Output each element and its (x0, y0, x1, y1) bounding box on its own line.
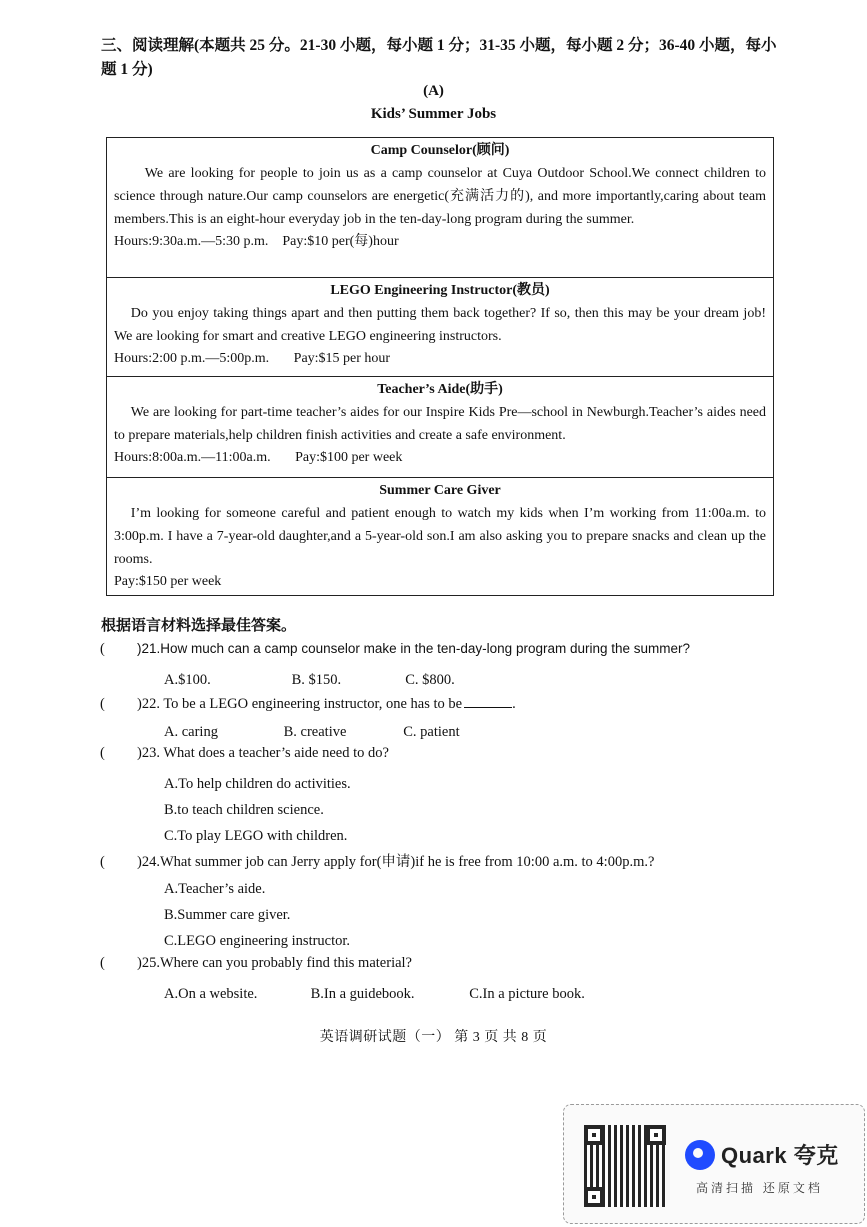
job-description: I’m looking for someone careful and patient enough to watch my kids when I’m working from 11:00a.m. to 3:00p.m. I have a 7-year-old daughter,and a 5-year-old son.I am also asking you to prepare snacks and clean up the rooms. (114, 506, 766, 567)
job-hours-pay: Hours:9:30a.m.—5:30 p.m. Pay:$10 per(每)hour (114, 234, 399, 249)
question-stem: )24.What summer job can Jerry apply for(申请)if he is free from 10:00 a.m. to 4:00p.m.? (137, 854, 655, 870)
answer-blank[interactable] (464, 693, 512, 708)
passage-title: Kids’ Summer Jobs (370, 106, 497, 122)
jobs-table (106, 137, 774, 596)
option-a[interactable]: A.Teacher’s aide. (164, 881, 266, 897)
question-24 (100, 850, 654, 954)
question-stem: )25.Where can you probably find this material? (137, 955, 412, 971)
option-list (100, 667, 690, 693)
question-stem: )21.How much can a camp counselor make in the ten-day-long program during the summer? (137, 641, 691, 656)
option-b[interactable]: B. creative (283, 724, 347, 740)
job-description: We are looking for part-time teacher’s aides for our Inspire Kids Pre—school in Newburgh.Teacher’s aides need to prepare materials,help children finish activities and create a safe environment. (114, 405, 766, 443)
option-c[interactable]: C. $800. (405, 672, 455, 688)
option-list (100, 719, 516, 745)
option-b[interactable]: B.In a guidebook. (310, 986, 415, 1002)
question-22 (100, 693, 516, 745)
option-a[interactable]: A. caring (164, 724, 218, 740)
job-hours-pay: Hours:8:00a.m.—11:00a.m. Pay:$100 per week (114, 450, 403, 465)
answer-paren[interactable]: ( (100, 641, 105, 657)
question-25 (100, 955, 585, 1007)
option-c[interactable]: C.To play LEGO with children. (164, 828, 348, 844)
job-title: LEGO Engineering Instructor(教员) (330, 283, 550, 298)
option-c[interactable]: C.In a picture book. (469, 986, 585, 1002)
qr-code-icon (584, 1125, 666, 1207)
question-stem: )22. To be a LEGO engineering instructor, one has to be (137, 696, 463, 712)
option-a[interactable]: A.To help children do activities. (164, 776, 351, 792)
passage-id: (A) (423, 83, 444, 99)
brand-tagline: 高清扫描 还原文档 (696, 1181, 823, 1195)
job-title: Teacher’s Aide(助手) (377, 382, 503, 397)
option-a[interactable]: A.$100. (164, 672, 211, 688)
answer-paren[interactable]: ( (100, 745, 105, 761)
page-footer: 英语调研试题（一） 第 3 页 共 8 页 (319, 1030, 548, 1045)
option-b[interactable]: B. $150. (291, 672, 342, 688)
brand-row (685, 1139, 839, 1170)
job-hours-pay: Pay:$150 per week (114, 574, 222, 589)
option-list (100, 981, 585, 1007)
job-title: Summer Care Giver (379, 483, 501, 498)
answer-paren[interactable]: ( (100, 955, 105, 971)
option-b[interactable]: B.Summer care giver. (164, 907, 291, 923)
option-b[interactable]: B.to teach children science. (164, 802, 324, 818)
question-21 (100, 641, 690, 693)
option-a[interactable]: A.On a website. (164, 986, 258, 1002)
instruction: 根据语言材料选择最佳答案。 (101, 618, 297, 634)
job-teachers-aide (107, 376, 773, 477)
job-camp-counselor (107, 138, 773, 277)
quark-watermark (563, 1104, 865, 1224)
option-c[interactable]: C.LEGO engineering instructor. (164, 933, 351, 949)
job-summer-care-giver (107, 477, 773, 595)
job-description: We are looking for people to join us as a camp counselor at Cuya Outdoor School.We connect children to science through nature.Our camp counselors are energetic(充满活力的), and more importantly,caring about team members.This is an eight-hour everyday job in the ten-day-long program during the summer. (114, 166, 766, 227)
option-c[interactable]: C. patient (403, 724, 460, 740)
job-lego-instructor (107, 277, 773, 376)
answer-paren[interactable]: ( (100, 854, 105, 870)
job-hours-pay: Hours:2:00 p.m.—5:00p.m. Pay:$15 per hour (114, 351, 391, 366)
quark-logo-icon (685, 1140, 715, 1170)
question-stem-end: . (512, 696, 516, 712)
question-23 (100, 745, 389, 849)
job-title: Camp Counselor(顾问) (370, 143, 510, 158)
brand-name: Quark 夸克 (721, 1143, 839, 1168)
section-heading: 三、阅读理解(本题共 25 分。21-30 小题，每小题 1 分；31-35 小题，每小题 2 分；36-40 小题，每小题 1 分) (101, 37, 777, 78)
option-list (100, 876, 654, 954)
job-description: Do you enjoy taking things apart and then putting them back together? If so, then this may be your dream job! We are looking for smart and creative LEGO engineering instructors. (114, 306, 766, 344)
question-stem: )23. What does a teacher’s aide need to do? (137, 745, 389, 761)
answer-paren[interactable]: ( (100, 696, 105, 712)
option-list (100, 771, 389, 849)
